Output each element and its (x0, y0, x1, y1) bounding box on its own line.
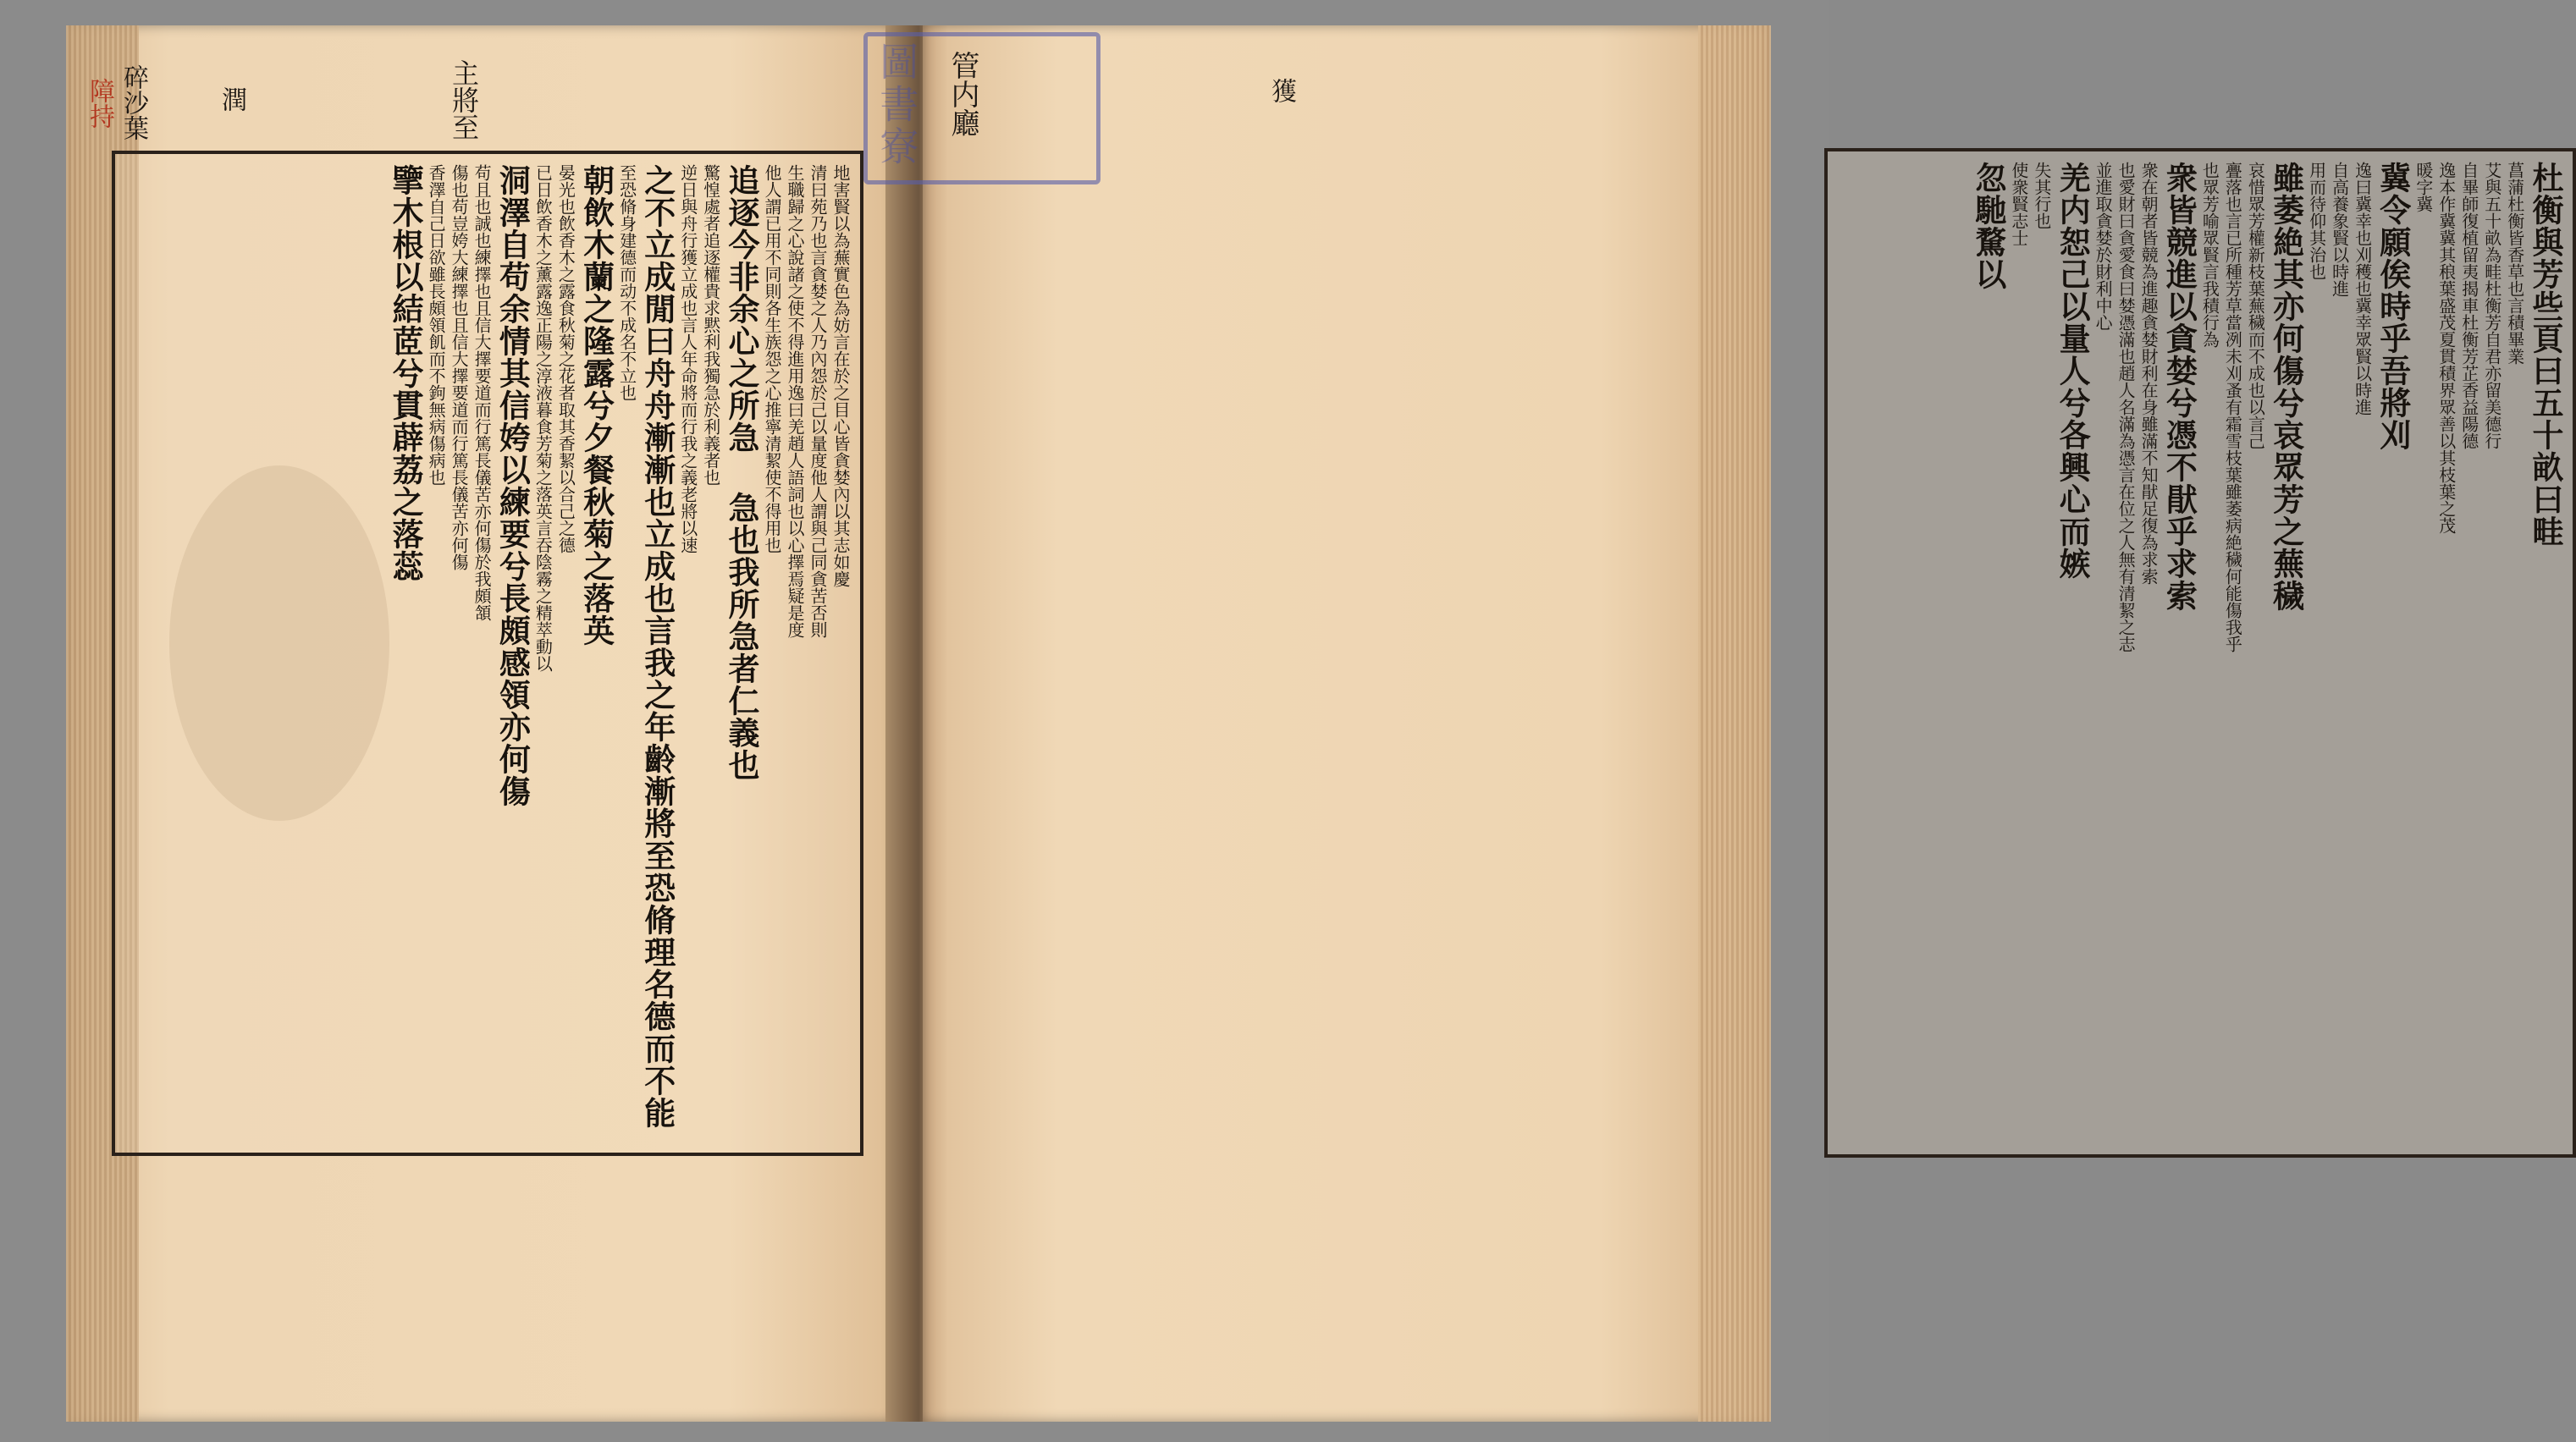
column: 晏光也飲香木之露食秋菊之花者取其香絜以合己之德 (555, 164, 576, 553)
column: 洞澤自苟余情其信姱以練要兮長頗感領亦何傷 (494, 164, 532, 807)
column: 衆在朝者皆競為進趣貪婪財利在身雖滿不知猒足復為求索 (2138, 162, 2160, 585)
right-margin-note-2: 獲 (1266, 78, 1296, 103)
right-columns (1836, 160, 2564, 1146)
column: 朝飲木蘭之隆露兮夕餐秋菊之落英 (577, 164, 615, 647)
left-margin-note-4: 主將至 (448, 59, 480, 140)
right-margin-note-1: 管内廳 (946, 51, 979, 137)
column: 雖萎絶其亦何傷兮哀眾芳之蕪穢 (2267, 162, 2305, 612)
column: 逸本作冀冀其稂葉盛茂夏貫積界眾善以其枝葉之茂 (2435, 162, 2457, 534)
column: 羌内恕己以量人兮各興心而嫉 (2054, 162, 2092, 580)
column: 傷也苟豈姱大練擇也且信大擇要道而行篤長儀苦亦何傷 (449, 164, 470, 570)
column: 用而待仰其治也 (2306, 162, 2327, 280)
column: 至恐脩身建德而动不成名不立也 (616, 164, 637, 401)
column: 並進取貪婪於財利中心 (2093, 162, 2114, 331)
column: 清曰苑乃也言貪婪之人乃內怨於己以量度他人謂與己同貪苦否則 (808, 164, 828, 638)
left-margin-note-3: 潤 (217, 86, 246, 112)
left-page (68, 25, 906, 1422)
column: 擥木根以結茝兮貫薜荔之落蕊 (387, 164, 425, 582)
column: 暖字冀 (2413, 162, 2434, 212)
column: 地害賢以為蕪實色為妨言在於之目心皆貪婪內以其志如慶 (830, 164, 851, 587)
column: 已日飲香木之薰露逸正陽之淳液暮食芳菊之落英言吞陰霧之精萃動以 (532, 164, 554, 672)
column: 杜衡與芳些頁曰五十畝曰畦 (2527, 162, 2564, 548)
column: 艾與五十畝為畦杜衡芳自君亦留美德行 (2481, 162, 2502, 449)
column: 追逐今非余心之所急 急也我所急者仁義也 (723, 164, 760, 781)
column: 冀令願俟時乎吾將刈 (2374, 162, 2412, 451)
column: 自高養象賢以時進 (2329, 162, 2350, 297)
library-seal-text: 圖書寮 (874, 41, 920, 168)
column: 驚惶處者追逐權貴求黙利我獨急於利義者也 (700, 164, 721, 486)
column: 亹落也言已所種芳草當冽未刈蚤有霜雪枝葉雖萎病絶穢何能傷我乎 (2222, 162, 2243, 652)
column: 也愛財曰貪愛食曰婪憑滿也趙人名滿為憑言在位之人無有清絜之志 (2115, 162, 2137, 652)
column: 苟且也誠也練擇也且信大擇要道而行篤長儀苦亦何傷於我頗頷 (472, 164, 493, 621)
column: 香澤自己日欲雖長頗領飢而不鉤無病傷病也 (426, 164, 447, 486)
right-page (923, 25, 2564, 1422)
column: 也眾芳喻眾賢言我積行為 (2199, 162, 2220, 348)
column: 自畢師復植留夷揭車杜衡芳芷香益陽德 (2458, 162, 2479, 449)
left-margin-note-2: 障持 (85, 78, 114, 129)
left-margin-note-1: 碎沙葉 (119, 64, 148, 140)
column: 逸曰冀幸也刈穫也冀幸眾賢以時進 (2352, 162, 2373, 416)
right-text-frame (1824, 148, 2576, 1158)
library-seal (863, 32, 1100, 184)
column: 他人謂已用不同則各生族怨之心推寧清絜使不得用也 (762, 164, 782, 553)
paper-stain (169, 465, 389, 821)
column: 之不立成閒曰舟舟漸漸也立成也言我之年齡漸將至恐脩理名德而不能 (638, 164, 676, 1129)
column: 衆皆競進以貪婪兮憑不猒乎求索 (2160, 162, 2198, 612)
column: 哀惜眾芳權新枝葉蕪穢而不成也以言己 (2245, 162, 2266, 449)
column: 忽馳騖以 (1969, 162, 2007, 290)
column: 逆日與舟行獲立成也言人年命將而行我之義老將以速 (677, 164, 698, 553)
column: 生職歸之心說諸之使不得進用逸曰羌趙人語詞也以心擇焉疑是度 (785, 164, 805, 638)
column: 使衆賢志士 (2008, 162, 2029, 246)
right-fore-edge (1698, 25, 1771, 1422)
column: 菖蒲杜衡皆香草也言積畢業 (2504, 162, 2525, 365)
open-book (68, 25, 2564, 1422)
column: 失其行也 (2031, 162, 2052, 229)
